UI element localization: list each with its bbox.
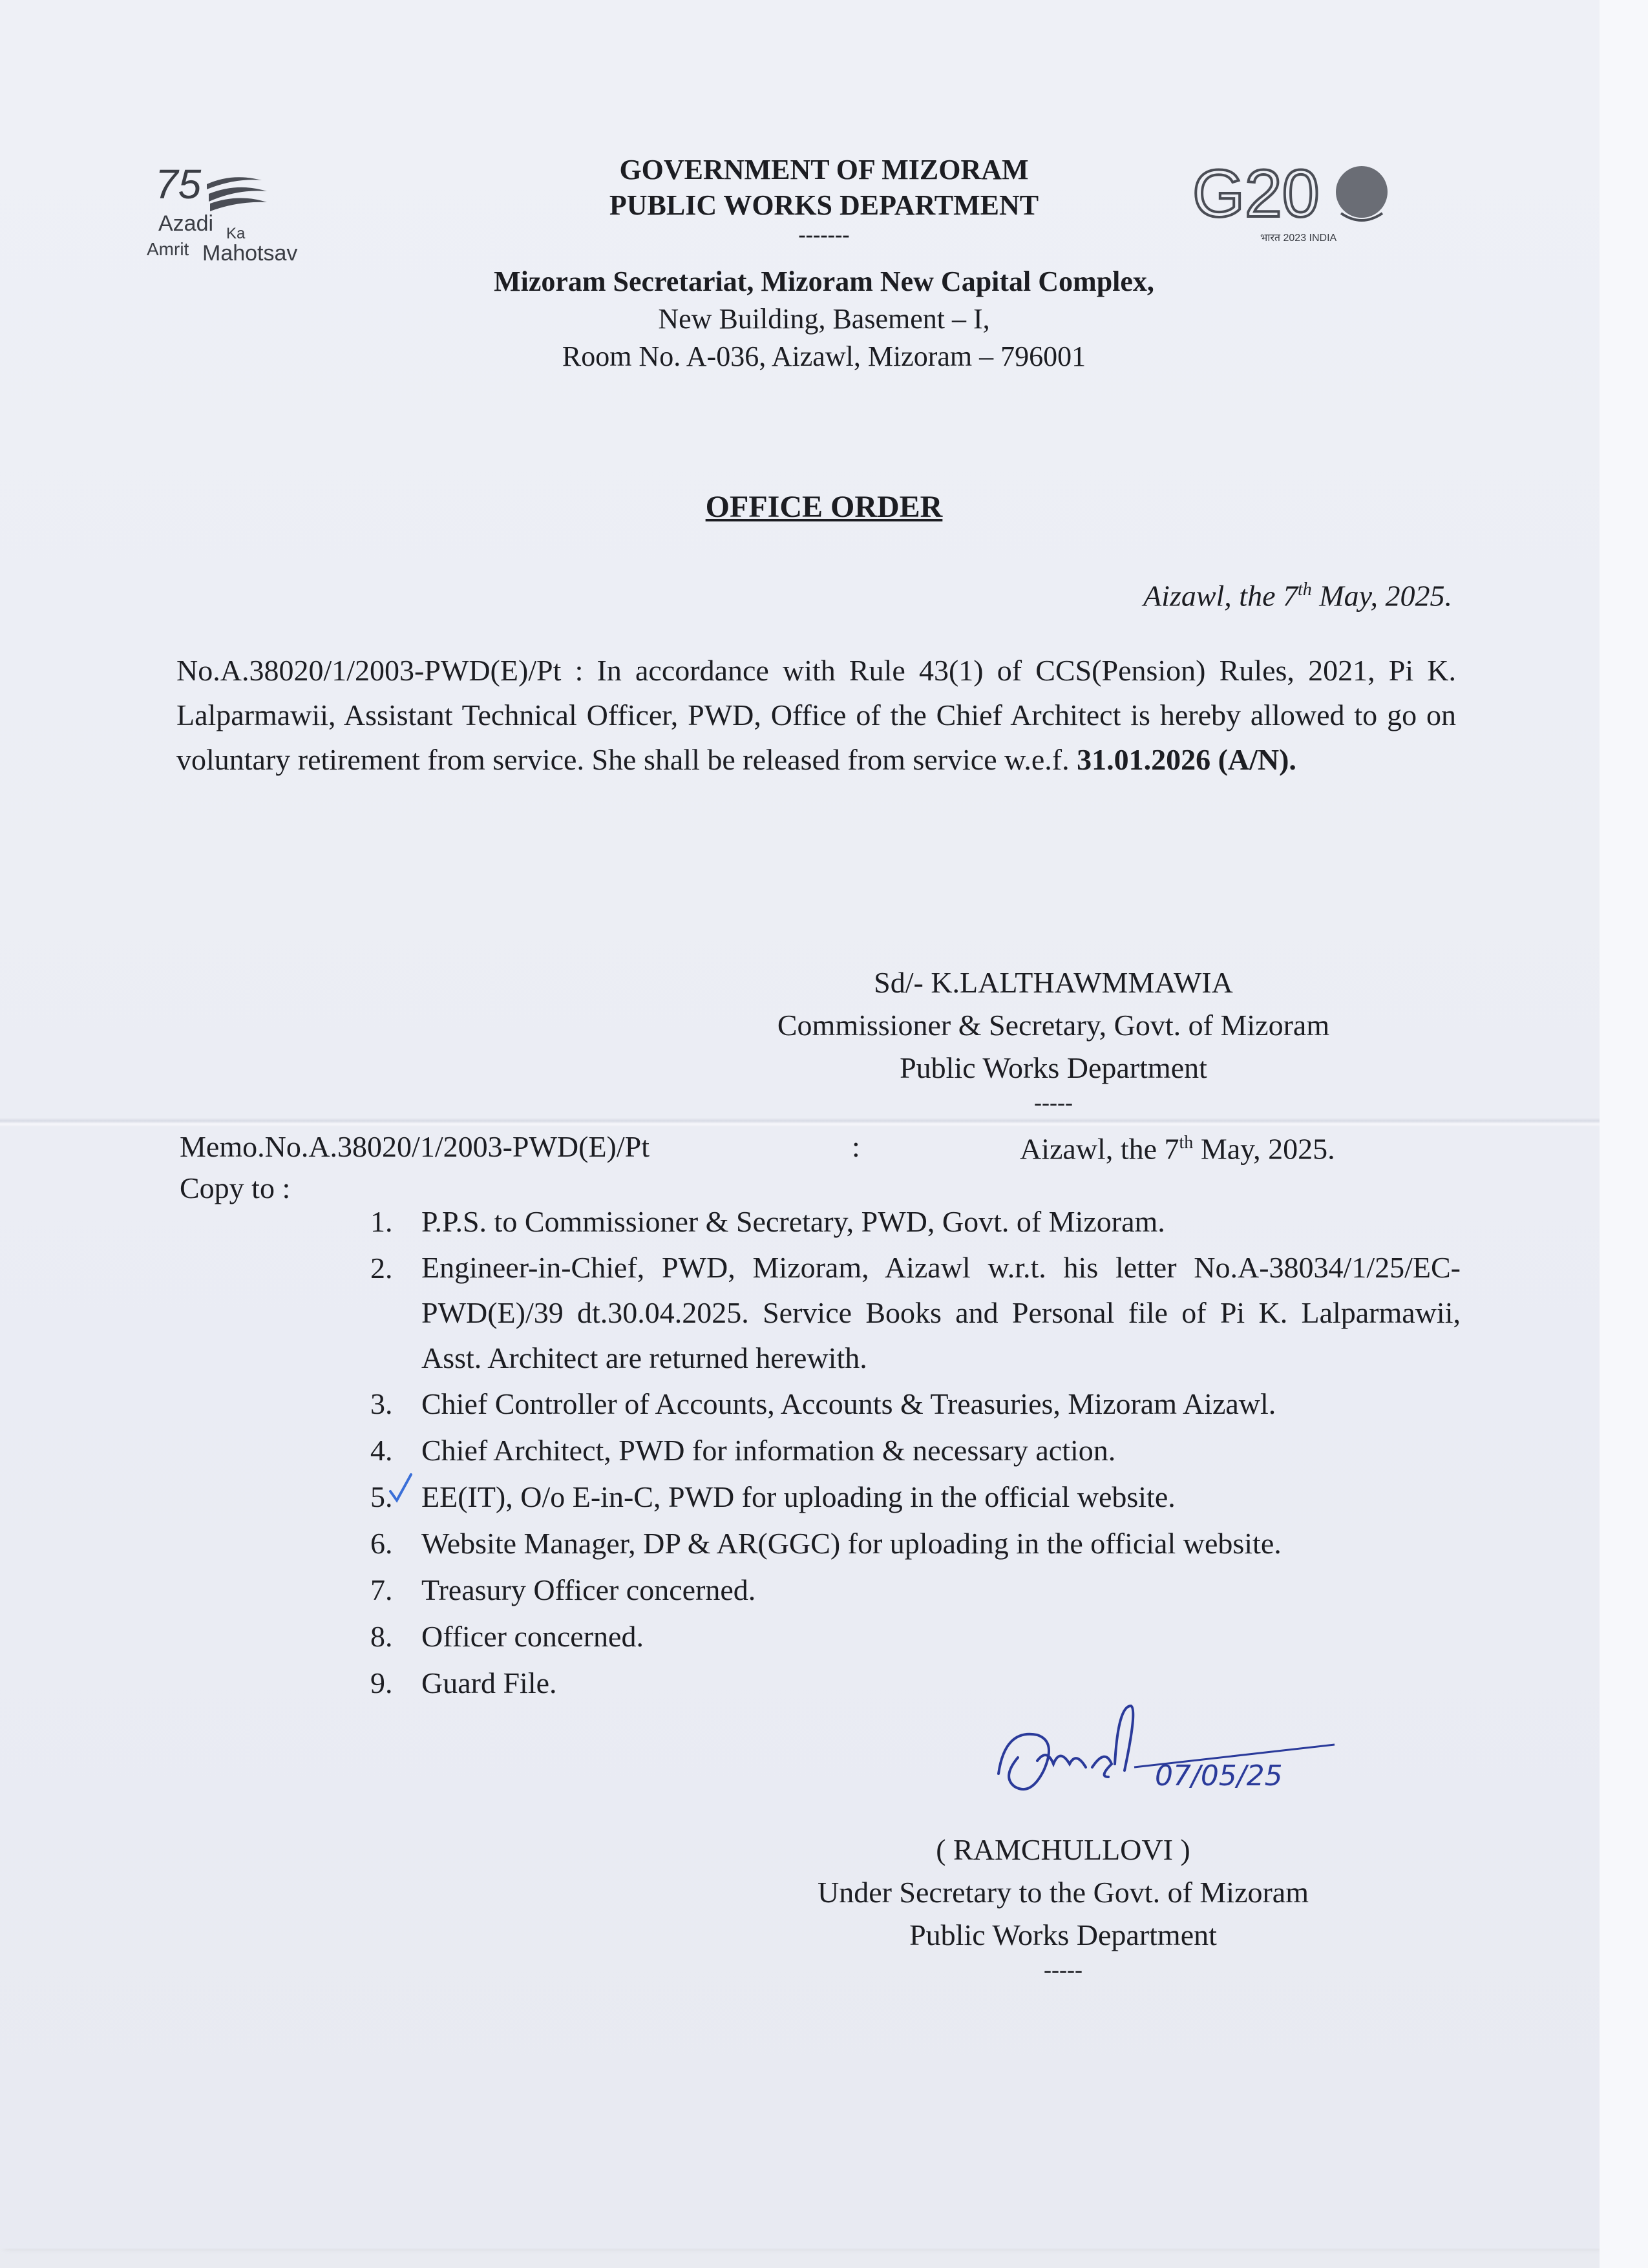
list-item: [362, 1660, 1461, 1706]
logo-ka: Ka: [226, 225, 246, 242]
list-item-number: 1.: [370, 1205, 393, 1238]
list-item-number: 4.: [370, 1434, 393, 1467]
logo-amrit: Amrit: [147, 239, 189, 259]
logo-azadi: Azadi: [158, 211, 214, 236]
order-date-suffix: May, 2025.: [1311, 579, 1452, 613]
memo-date-suffix: May, 2025.: [1193, 1132, 1335, 1166]
g20-subtext: भारत 2023 INDIA: [1260, 233, 1337, 244]
memo-date-sup: th: [1179, 1133, 1194, 1153]
release-date: 31.01.2026 (A/N).: [1077, 743, 1296, 776]
list-item-text: P.P.S. to Commissioner & Secretary, PWD, Govt. of Mizoram.: [421, 1205, 1165, 1238]
list-item-text: Engineer-in-Chief, PWD, Mizoram, Aizawl w.r.t. his letter No.A-38034/1/25/EC-PWD(E)/39 dt.30.04.2025. Service Books and Personal file of Pi K. Lalparmawii, Asst. Architect are returned herewith.: [421, 1251, 1461, 1374]
order-title: [0, 489, 1648, 525]
list-item: [362, 1567, 1461, 1613]
memo-colon: :: [852, 1130, 860, 1163]
memo-date-prefix: Aizawl, the 7: [1020, 1132, 1179, 1166]
address-line-2: New Building, Basement – I,: [658, 303, 990, 335]
list-item: [362, 1245, 1461, 1381]
copy-to-list: [362, 1199, 1461, 1706]
list-item-number: 7.: [370, 1573, 393, 1606]
list-item-number: 8.: [370, 1620, 393, 1653]
second-signatory-name: ( RAMCHULLOVI ): [936, 1833, 1190, 1866]
heading-divider: -------: [798, 223, 850, 247]
list-item-number: 3.: [370, 1387, 393, 1420]
checkmark-icon: [388, 1472, 414, 1504]
order-title-text: OFFICE ORDER: [705, 490, 943, 524]
handwritten-date: 07/05/25: [1155, 1759, 1283, 1792]
list-item: [362, 1474, 1461, 1520]
second-signatory-divider: -----: [1044, 1957, 1083, 1982]
first-signatory: [711, 961, 1396, 1115]
g20-text: G20: [1192, 156, 1320, 231]
list-item-text: EE(IT), O/o E-in-C, PWD for uploading in the official website.: [421, 1480, 1176, 1513]
memo-number: Memo.No.A.38020/1/2003-PWD(E)/Pt: [180, 1130, 650, 1163]
memo-date: [1020, 1120, 1335, 1171]
first-signatory-name: Sd/- K.LALTHAWMMAWIA: [874, 966, 1233, 999]
list-item: [362, 1613, 1461, 1660]
logo-75: 75: [155, 161, 202, 207]
list-item-text: Website Manager, DP & AR(GGC) for uploading in the official website.: [421, 1527, 1282, 1560]
list-item-text: Officer concerned.: [421, 1620, 644, 1653]
dept-heading: PUBLIC WORKS DEPARTMENT: [609, 189, 1039, 221]
address-line-3: Room No. A-036, Aizawl, Mizoram – 796001: [562, 341, 1086, 372]
first-signatory-department: Public Works Department: [900, 1051, 1207, 1084]
order-date: [1143, 567, 1452, 618]
list-item: [362, 1520, 1461, 1567]
list-item: [362, 1199, 1461, 1245]
second-signatory-designation: Under Secretary to the Govt. of Mizoram: [817, 1876, 1309, 1909]
list-item-text: Chief Architect, PWD for information & necessary action.: [421, 1434, 1116, 1467]
order-body: [176, 648, 1456, 782]
list-item: [362, 1381, 1461, 1427]
list-item-text: Guard File.: [421, 1666, 557, 1699]
list-item: [362, 1427, 1461, 1474]
list-item-number: 5.: [370, 1480, 393, 1513]
address-line-1: Mizoram Secretariat, Mizoram New Capital Complex,: [494, 266, 1154, 297]
logo-mahotsav: Mahotsav: [202, 241, 298, 266]
first-signatory-designation: Commissioner & Secretary, Govt. of Mizoram: [777, 1009, 1330, 1042]
govt-heading: GOVERNMENT OF MIZORAM: [619, 154, 1029, 185]
handwritten-signature-icon: [986, 1703, 1347, 1845]
list-item-text: Treasury Officer concerned.: [421, 1573, 756, 1606]
order-date-prefix: Aizawl, the 7: [1143, 579, 1298, 613]
first-signatory-divider: -----: [1034, 1089, 1073, 1115]
list-item-number: 2.: [370, 1252, 393, 1285]
list-item-number: 9.: [370, 1666, 393, 1699]
second-signatory: [730, 1829, 1396, 1982]
copy-to-label: Copy to :: [180, 1171, 291, 1204]
list-item-number: 6.: [370, 1527, 393, 1560]
list-item-text: Chief Controller of Accounts, Accounts & Treasuries, Mizoram Aizawl.: [421, 1387, 1276, 1420]
order-date-sup: th: [1298, 580, 1312, 600]
order-body-text: No.A.38020/1/2003-PWD(E)/Pt : In accordance with Rule 43(1) of CCS(Pension) Rules, 2021, Pi K. Lalparmawii, Assistant Technical Officer, PWD, Office of the Chief Architect is hereby allowed to go on voluntary retirement from service. She shall be released from service w.e.f.: [176, 654, 1456, 776]
second-signatory-department: Public Works Department: [909, 1918, 1217, 1951]
